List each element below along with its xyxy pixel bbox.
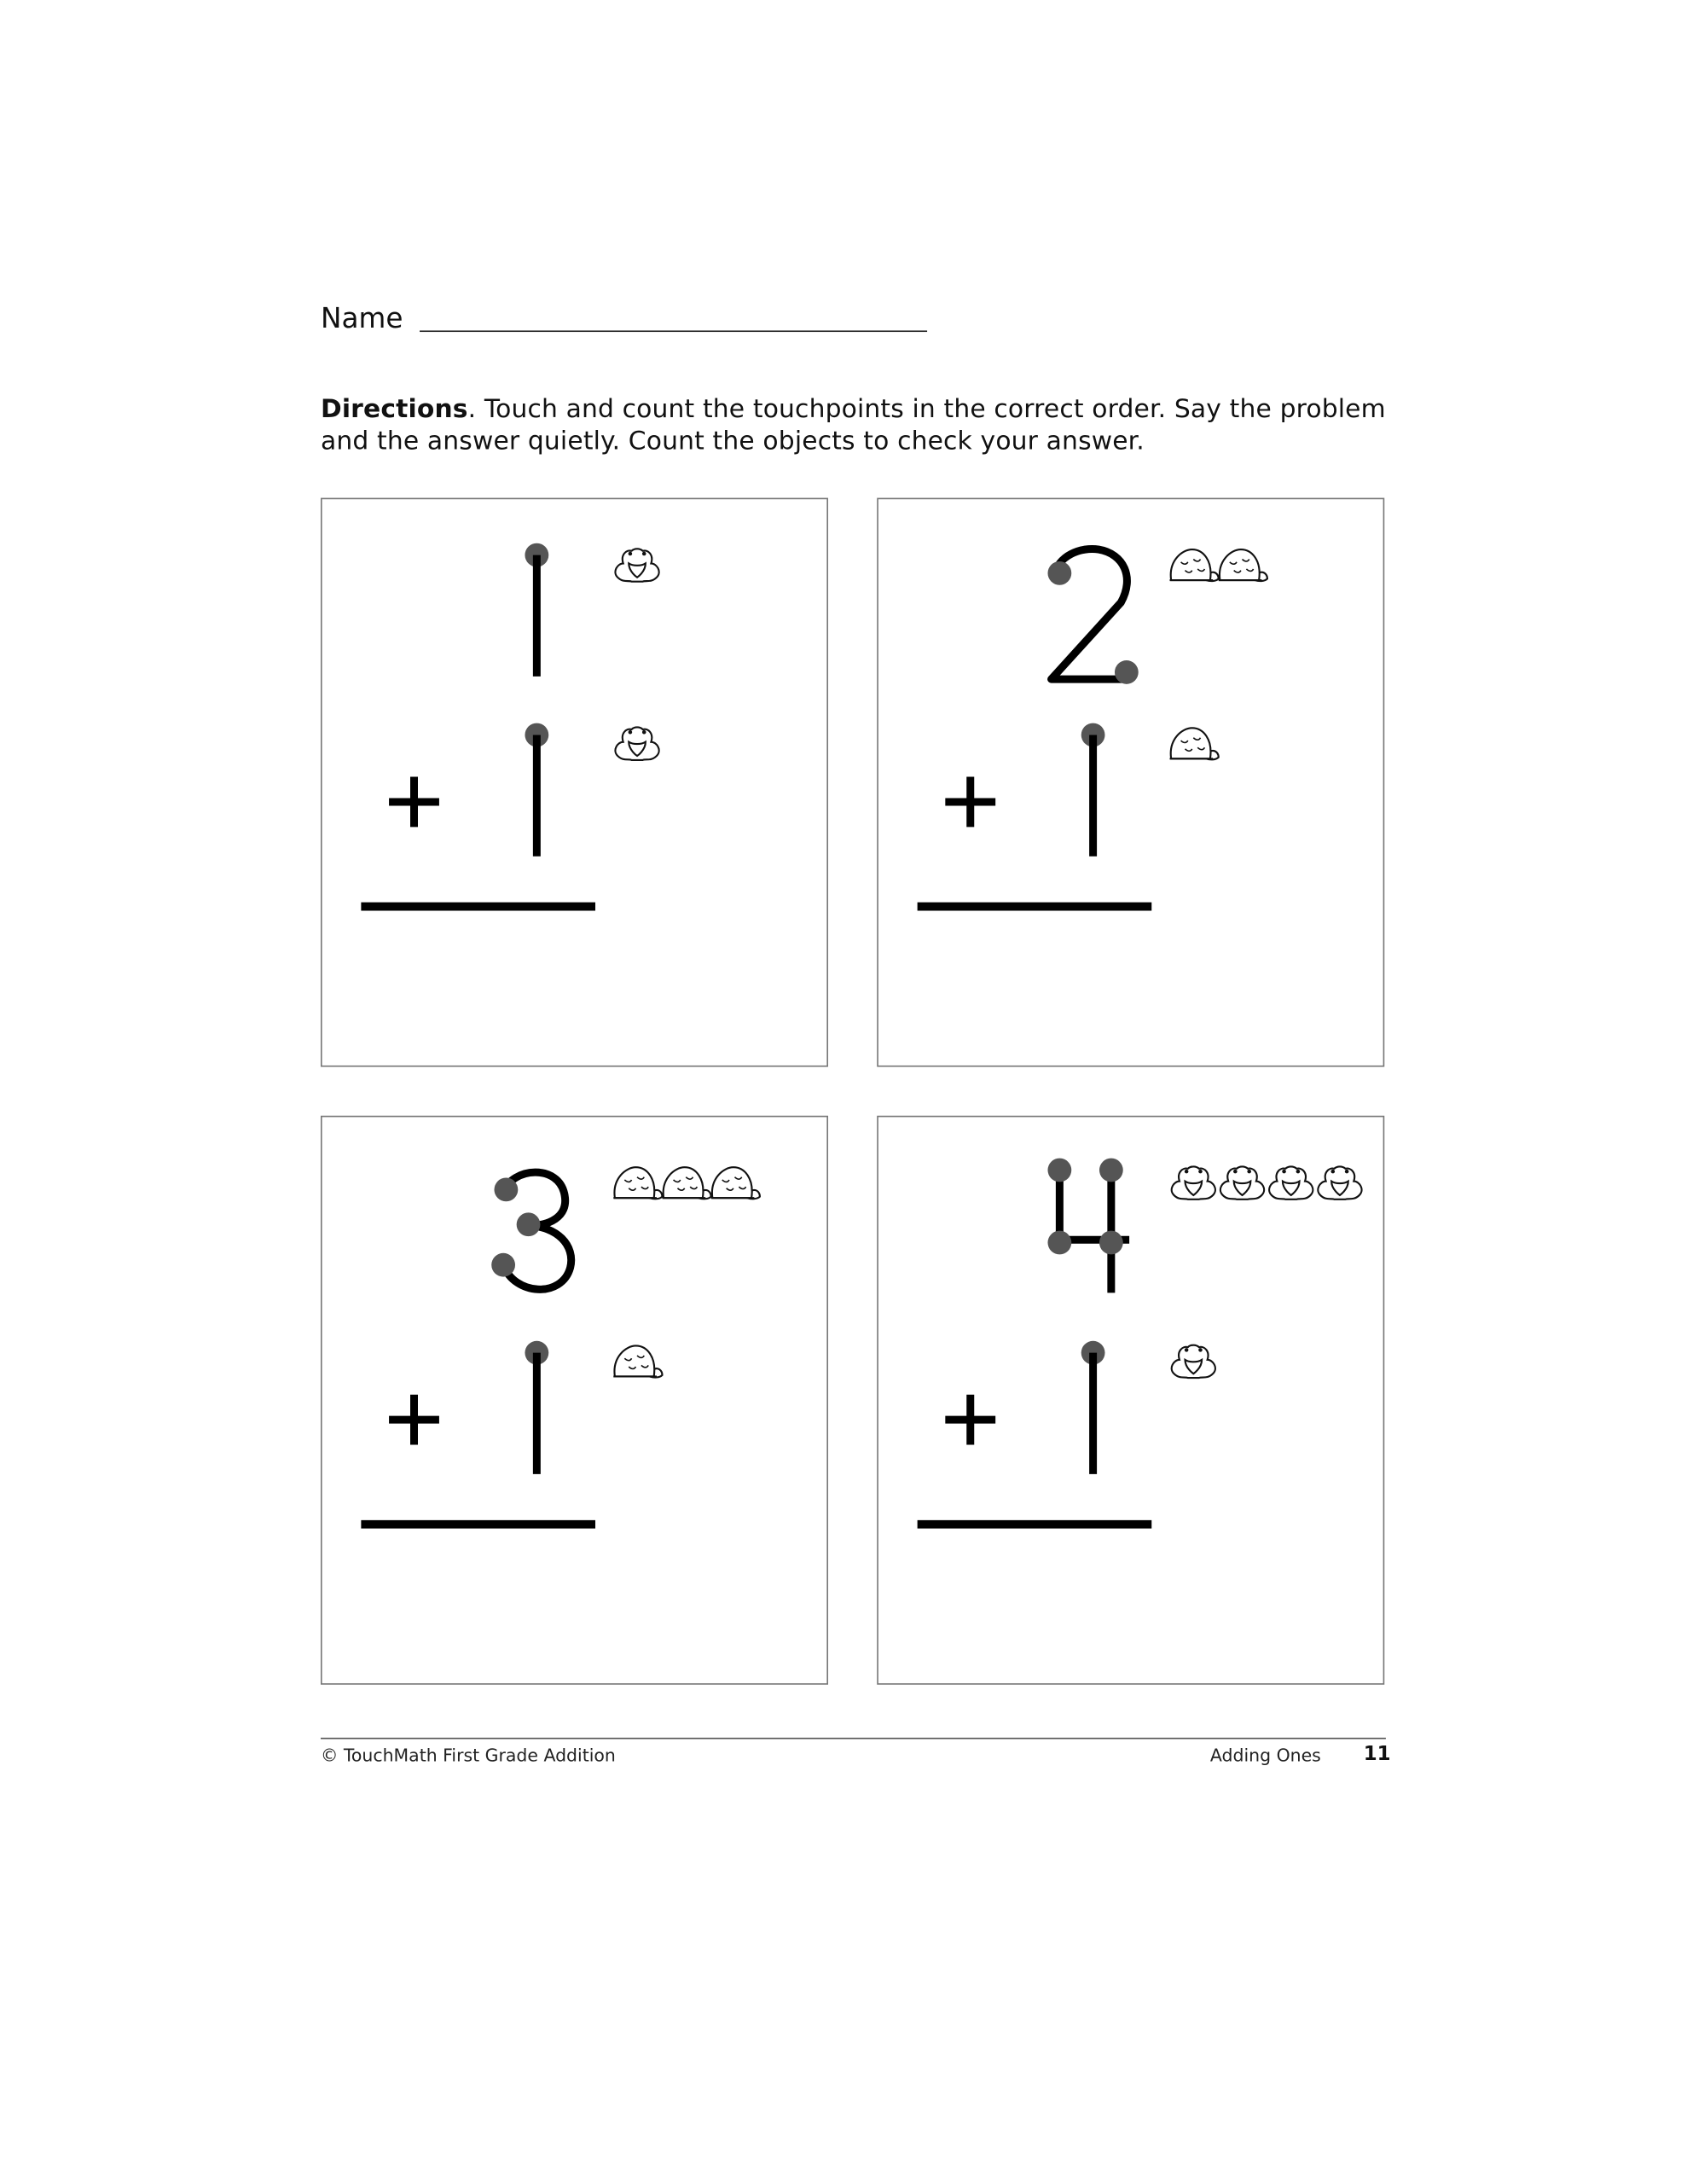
touchpoint-dot [1099, 1231, 1123, 1255]
turtle-icon [662, 1167, 710, 1199]
turtle-icon [711, 1167, 760, 1199]
plus-sign [945, 1395, 995, 1445]
frog-icon [615, 549, 658, 581]
turtle-icon [613, 1345, 662, 1377]
name-label: Name [320, 301, 403, 335]
frog-icon [1318, 1166, 1361, 1199]
plus-sign [389, 777, 439, 828]
turtle-icon [1219, 549, 1267, 581]
digit-1 [525, 1341, 548, 1474]
directions [321, 393, 1394, 457]
frog-icon [1172, 1345, 1215, 1378]
problem-box-4 [877, 1116, 1384, 1685]
name-input-line[interactable] [420, 330, 927, 332]
directions-text: . Touch and count the touchpoints in the correct order. Say the problem and the answer quietly. Count the objects to check your answer. [320, 394, 1386, 456]
digit-1 [525, 723, 548, 857]
problem-box-2 [877, 498, 1384, 1067]
frog-icon [615, 727, 658, 759]
problem-drawing [878, 1117, 1383, 1683]
directions-label: Directions [320, 394, 468, 424]
digit-4 [1047, 1159, 1129, 1293]
touchpoint-dot [1115, 660, 1139, 684]
turtle-icon [613, 1167, 662, 1199]
digit-1 [525, 543, 548, 677]
turtle-icon [1170, 549, 1219, 581]
frog-icon [1172, 1166, 1215, 1199]
touchpoint-dot [517, 1212, 541, 1236]
page-number: 11 [1363, 1743, 1391, 1766]
digit-1 [1081, 723, 1105, 857]
turtle-icon [1170, 728, 1219, 759]
problem-box-1 [321, 498, 828, 1067]
problem-drawing [322, 1117, 827, 1683]
touchpoint-dot [1047, 1231, 1071, 1255]
touchpoint-dot [1099, 1159, 1123, 1182]
touchpoint-dot [1047, 1159, 1071, 1182]
digit-1 [1081, 1341, 1105, 1474]
frog-icon [1220, 1166, 1264, 1199]
footer-copyright: © TouchMath First Grade Addition [320, 1745, 616, 1766]
plus-sign [389, 1395, 439, 1445]
footer-divider [321, 1738, 1386, 1740]
touchpoint-dot [1047, 561, 1071, 585]
plus-sign [945, 777, 995, 828]
touchpoint-dot [495, 1178, 519, 1202]
digit-3 [491, 1172, 571, 1289]
frog-icon [1269, 1166, 1313, 1199]
problem-drawing [878, 499, 1383, 1066]
digit-2 [1047, 549, 1138, 683]
digit-stroke [1059, 1167, 1129, 1292]
touchpoint-dot [491, 1253, 515, 1277]
problem-box-3 [321, 1116, 828, 1685]
footer-section: Adding Ones [1209, 1745, 1321, 1766]
problem-drawing [322, 499, 827, 1066]
